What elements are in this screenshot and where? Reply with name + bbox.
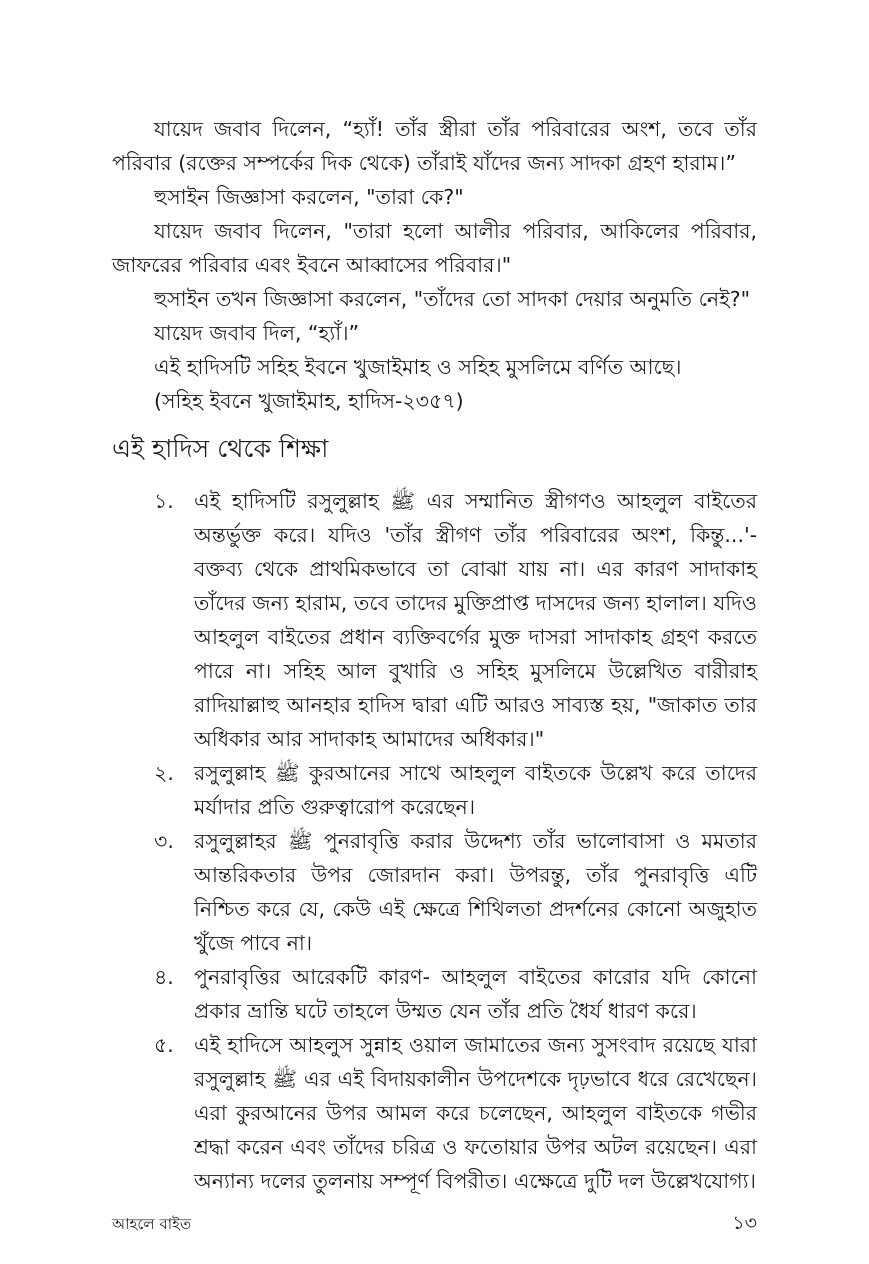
- paragraph-citation: (সহিহ ইবনে খুজাইমাহ, হাদিস-২৩৫৭): [154, 389, 464, 413]
- paragraph-zayed-answer-1: যায়েদ জবাব দিলেন, “হ্যাঁ! তাঁর স্ত্রীরা তাঁর পরিবারের অংশ, তবে তাঁর পরিবার (রক্তের সম্পর্কের দিক থেকে) তাঁরাই যাঁদের জন্য সাদকা গ্রহণ হারাম।”: [112, 117, 757, 175]
- lesson-item-3: [112, 824, 757, 960]
- lesson-number: ৩.: [154, 829, 174, 853]
- paragraph-husain-question-2: হুসাইন তখন জিজ্ঞাসা করলেন, "তাঁদের তো সাদকা দেয়ার অনুমতি নেই?": [154, 287, 751, 311]
- paragraph-zayed-answer-3: যায়েদ জবাব দিল, “হ্যাঁ।”: [154, 321, 360, 345]
- paragraph-zayed-answer-2: যায়েদ জবাব দিলেন, "তারা হলো আলীর পরিবার, আকিলের পরিবার, জাফরের পরিবার এবং ইবনে আব্বাসের পরিবার।": [112, 219, 757, 277]
- lesson-number: ২.: [154, 761, 174, 785]
- paragraph-source-note: এই হাদিসটি সহিহ ইবনে খুজাইমাহ ও সহিহ মুসলিমে বর্ণিত আছে।: [154, 355, 682, 379]
- lesson-text: এই হাদিসে আহলুস সুন্নাহ ওয়াল জামাতের জন্য সুসংবাদ রয়েছে যারা রসুলুল্লাহ ﷺ এর এই বিদায়কালীন উপদেশকে দৃঢ়ভাবে ধরে রেখেছেন। এরা কুরআনের উপর আমল করে চলেছেন, আহলুল বাইতকে গভীর শ্রদ্ধা করেন এবং তাঁদের চরিত্র ও ফতোয়ার উপর অটল রয়েছেন। এরা অন্যান্য দলের তুলনায় সম্পূর্ণ বিপরীত। এক্ষেত্রে দুটি দল উল্লেখযোগ্য।: [194, 1033, 757, 1193]
- lesson-text: রসুলুল্লাহ ﷺ কুরআনের সাথে আহলুল বাইতকে উল্লেখ করে তাদের মর্যাদার প্রতি গুরুত্বারোপ করেছেন।: [194, 761, 757, 819]
- lesson-number: ৪.: [154, 965, 174, 989]
- page-number: ১৩: [732, 1212, 757, 1234]
- lesson-text: পুনরাবৃত্তির আরেকটি কারণ- আহলুল বাইতের কারোর যদি কোনো প্রকার ভ্রান্তি ঘটে তাহলে উম্মত যেন তাঁর প্রতি ধৈর্য ধারণ করে।: [194, 965, 757, 1023]
- lesson-number: ১.: [154, 489, 174, 513]
- paragraph-husain-question-1: হুসাইন জিজ্ঞাসা করলেন, "তারা কে?": [154, 185, 464, 209]
- lesson-number: ৫.: [154, 1033, 174, 1057]
- running-footer-title: আহলে বাইত: [112, 1215, 192, 1233]
- lesson-item-4: [112, 960, 757, 1028]
- lesson-item-1: [112, 484, 757, 756]
- lesson-item-5: [112, 1028, 757, 1198]
- section-heading: এই হাদিস থেকে শিক্ষা: [112, 434, 329, 463]
- lesson-text: এই হাদিসটি রসুলুল্লাহ ﷺ এর সম্মানিত স্ত্রীগণও আহলুল বাইতের অন্তর্ভুক্ত করে। যদিও 'তাঁর স্ত্রীগণ তাঁর পরিবারের অংশ, কিন্তু...'- বক্তব্য থেকে প্রাথমিকভাবে তা বোঝা যায় না। এর কারণ সাদাকাহ তাঁদের জন্য হারাম, তবে তাদের মুক্তিপ্রাপ্ত দাসদের জন্য হালাল। যদিও আহলুল বাইতের প্রধান ব্যক্তিবর্গের মুক্ত দাসরা সাদাকাহ গ্রহণ করতে পারে না। সহিহ আল বুখারি ও সহিহ মুসলিমে উল্লেখিত বারীরাহ রাদিয়াল্লাহু আনহার হাদিস দ্বারা এটি আরও সাব্যস্ত হয়, "জাকাত তার অধিকার আর সাদাকাহ আমাদের অধিকার।": [194, 489, 758, 751]
- lesson-item-2: [112, 756, 757, 824]
- lesson-text: রসুলুল্লাহর ﷺ পুনরাবৃত্তি করার উদ্দেশ্য তাঁর ভালোবাসা ও মমতার আন্তরিকতার উপর জোরদান করা। উপরন্তু, তাঁর পুনরাবৃত্তি এটি নিশ্চিত করে যে, কেউ এই ক্ষেত্রে শিথিলতা প্রদর্শনের কোনো অজুহাত খুঁজে পাবে না।: [194, 829, 757, 955]
